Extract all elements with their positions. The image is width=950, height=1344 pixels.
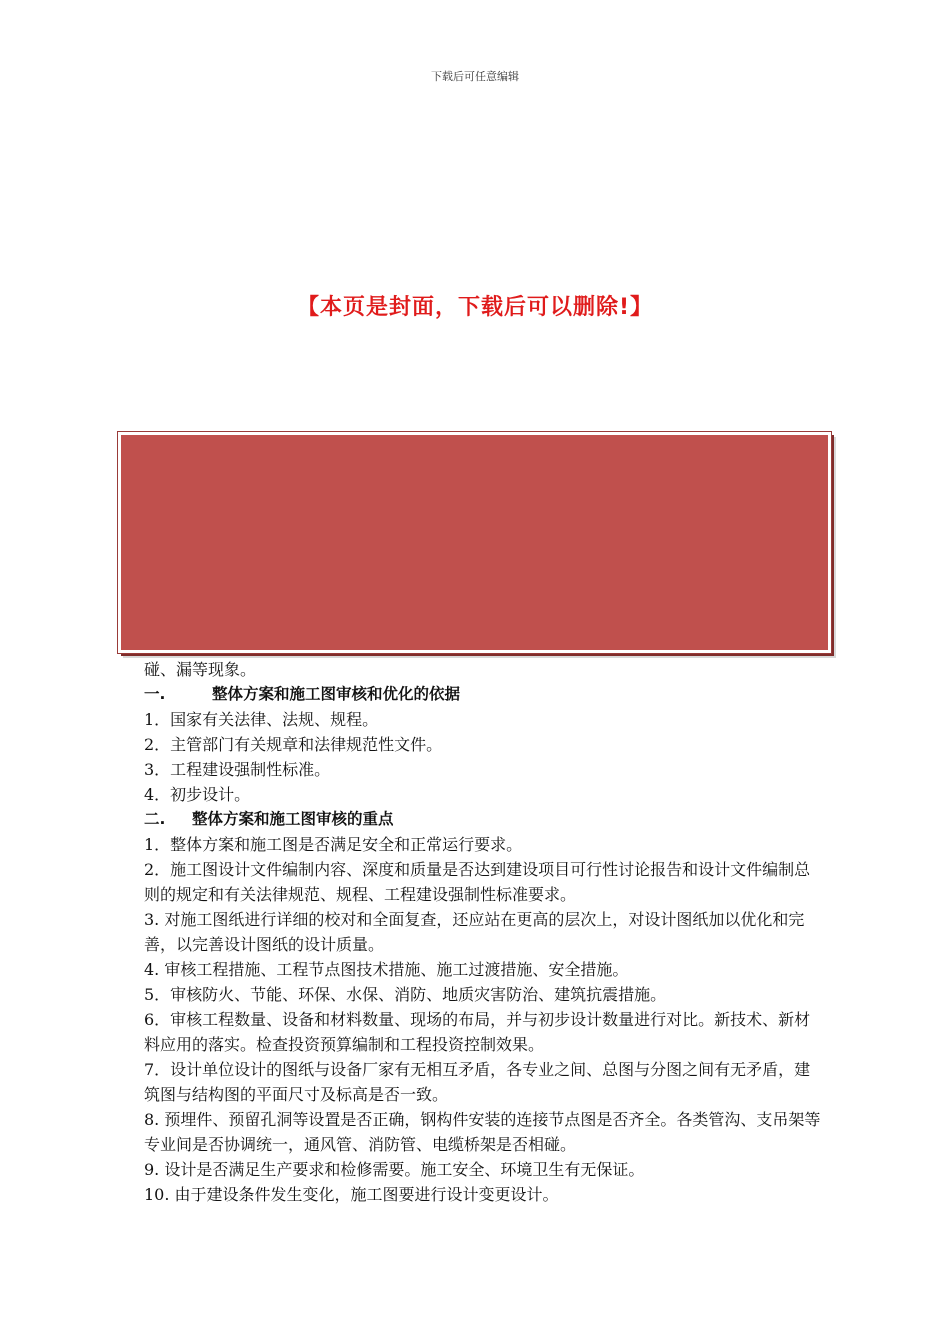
list-item: 6．审核工程数量、设备和材料数量、现场的布局，并与初步设计数量进行对比。新技术、新材料应用的落实。检查投资预算编制和工程投资控制效果。 (144, 1010, 811, 1054)
cover-notice: 【本页是封面，下载后可以删除!】 (296, 295, 654, 320)
section-2-title: 整体方案和施工图审核的重点 (192, 810, 394, 828)
list-item: 1．整体方案和施工图是否满足安全和正常运行要求。 (144, 835, 523, 854)
intro-tail-text: 碰、漏等现象。 (144, 660, 257, 679)
list-item: 9. 设计是否满足生产要求和检修需要。施工安全、环境卫生有无保证。 (144, 1160, 645, 1179)
section-2-heading (144, 807, 824, 832)
list-item: 7．设计单位设计的图纸与设备厂家有无相互矛盾，各专业之间、总图与分图之间有无矛盾，建筑图与结构图的平面尺寸及标高是否一致。 (144, 1060, 811, 1104)
document-body (144, 657, 824, 1207)
list-item: 2．施工图设计文件编制内容、深度和质量是否达到建设项目可行性讨论报告和设计文件编制总则的规定和有关法律规范、规程、工程建设强制性标准要求。 (144, 860, 811, 904)
list-item: 3．工程建设强制性标准。 (144, 760, 331, 779)
list-item: 4. 审核工程措施、工程节点图技术措施、施工过渡措施、安全措施。 (144, 960, 629, 979)
list-item: 5．审核防火、节能、环保、水保、消防、地质灾害防治、建筑抗震措施。 (144, 985, 667, 1004)
red-cover-banner (118, 432, 831, 653)
list-item: 1．国家有关法律、法规、规程。 (144, 710, 379, 729)
list-item: 2．主管部门有关规章和法律规范性文件。 (144, 735, 443, 754)
section-1-title: 整体方案和施工图审核和优化的依据 (212, 685, 461, 703)
section-2-number: 二. (144, 810, 166, 828)
list-item: 8. 预埋件、预留孔洞等设置是否正确，钢构件安装的连接节点图是否齐全。各类管沟、支吊架等专业间是否协调统一，通风管、消防管、电缆桥架是否相碰。 (144, 1110, 821, 1154)
list-item: 3. 对施工图纸进行详细的校对和全面复查，还应站在更高的层次上，对设计图纸加以优化和完善，以完善设计图纸的设计质量。 (144, 910, 805, 954)
list-item: 10. 由于建设条件发生变化，施工图要进行设计变更设计。 (144, 1185, 559, 1204)
page-header-note: 下载后可任意编辑 (431, 70, 519, 83)
section-1-heading (144, 682, 824, 707)
section-1-number: 一. (144, 685, 166, 703)
list-item: 4．初步设计。 (144, 785, 251, 804)
